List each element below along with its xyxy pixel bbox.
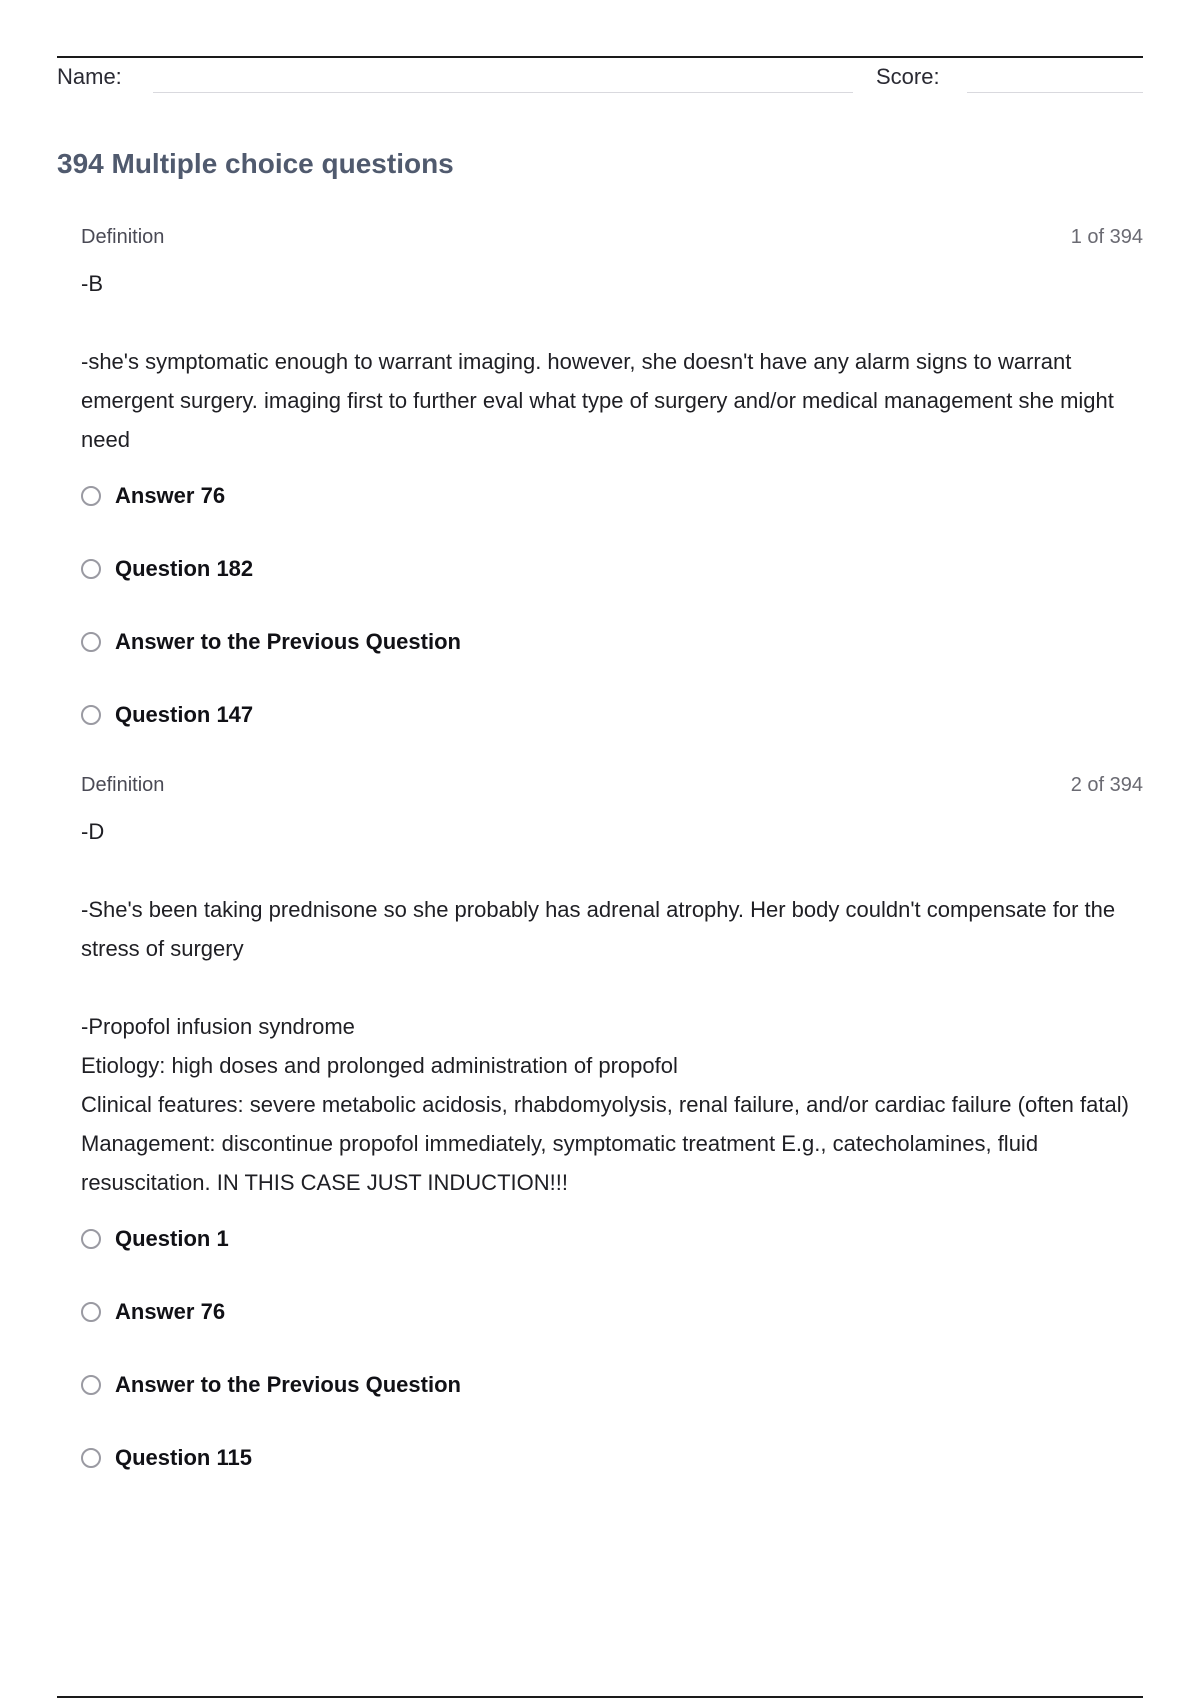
question-header — [81, 226, 1143, 252]
score-input-line[interactable] — [967, 92, 1143, 93]
definition-paragraph: -B — [81, 271, 103, 296]
answer-options — [81, 482, 1143, 774]
definition-paragraph: -She's been taking prednisone so she probably has adrenal atrophy. Her body couldn't compensate for the stress of surgery — [81, 897, 1116, 961]
definition-paragraph: -Propofol infusion syndrome Etiology: high doses and prolonged administration of propofol Clinical features: severe metabolic acidosis, rhabdomyolysis, renal failure, and/or cardiac failure (often fatal) Management: discontinue propofol immediately, symptomatic treatment E.g., catecholamines, fluid resuscitation. IN THIS CASE JUST INDUCTION!!! — [81, 1014, 1129, 1195]
answer-option[interactable] — [81, 1371, 1143, 1444]
answer-option[interactable] — [81, 628, 1143, 701]
answer-option[interactable] — [81, 1225, 1143, 1298]
radio-button-icon[interactable] — [81, 1375, 101, 1395]
answer-option-label: Answer 76 — [115, 1299, 226, 1324]
name-input-line[interactable] — [153, 92, 853, 93]
bottom-rule — [57, 1696, 1143, 1698]
answer-option[interactable] — [81, 555, 1143, 628]
name-label: Name: — [57, 64, 122, 89]
radio-button-icon[interactable] — [81, 632, 101, 652]
answer-option[interactable] — [81, 482, 1143, 555]
answer-option[interactable] — [81, 701, 1143, 774]
question-card-2 — [81, 774, 1143, 1517]
answer-option[interactable] — [81, 1444, 1143, 1517]
definition-text — [81, 264, 1143, 459]
answer-options — [81, 1225, 1143, 1517]
radio-button-icon[interactable] — [81, 1229, 101, 1249]
radio-button-icon[interactable] — [81, 1448, 101, 1468]
question-card-1 — [81, 226, 1143, 774]
page-title: 394 Multiple choice questions — [57, 148, 454, 179]
answer-option-label: Question 147 — [115, 702, 254, 727]
question-counter: 1 of 394 — [1070, 226, 1143, 248]
answer-option-label: Answer 76 — [115, 483, 226, 508]
answer-option-label: Question 115 — [115, 1445, 252, 1470]
question-type-label: Definition — [81, 774, 165, 796]
question-counter: 2 of 394 — [1070, 774, 1143, 796]
radio-button-icon[interactable] — [81, 486, 101, 506]
answer-option-label: Answer to the Previous Question — [115, 1372, 461, 1397]
radio-button-icon[interactable] — [81, 559, 101, 579]
definition-paragraph: -D — [81, 819, 105, 844]
question-header — [81, 774, 1143, 800]
answer-option-label: Question 182 — [115, 556, 254, 581]
answer-option[interactable] — [81, 1298, 1143, 1371]
answer-option-label: Question 1 — [115, 1226, 229, 1251]
name-score-row — [57, 62, 1143, 96]
score-label: Score: — [876, 64, 940, 89]
question-type-label: Definition — [81, 226, 165, 248]
radio-button-icon[interactable] — [81, 1302, 101, 1322]
definition-text — [81, 812, 1143, 1202]
top-rule — [57, 56, 1143, 58]
radio-button-icon[interactable] — [81, 705, 101, 725]
answer-option-label: Answer to the Previous Question — [115, 629, 461, 654]
definition-paragraph: -she's symptomatic enough to warrant imaging. however, she doesn't have any alarm signs to warrant emergent surgery. imaging first to further eval what type of surgery and/or medical management she might need — [81, 349, 1114, 452]
